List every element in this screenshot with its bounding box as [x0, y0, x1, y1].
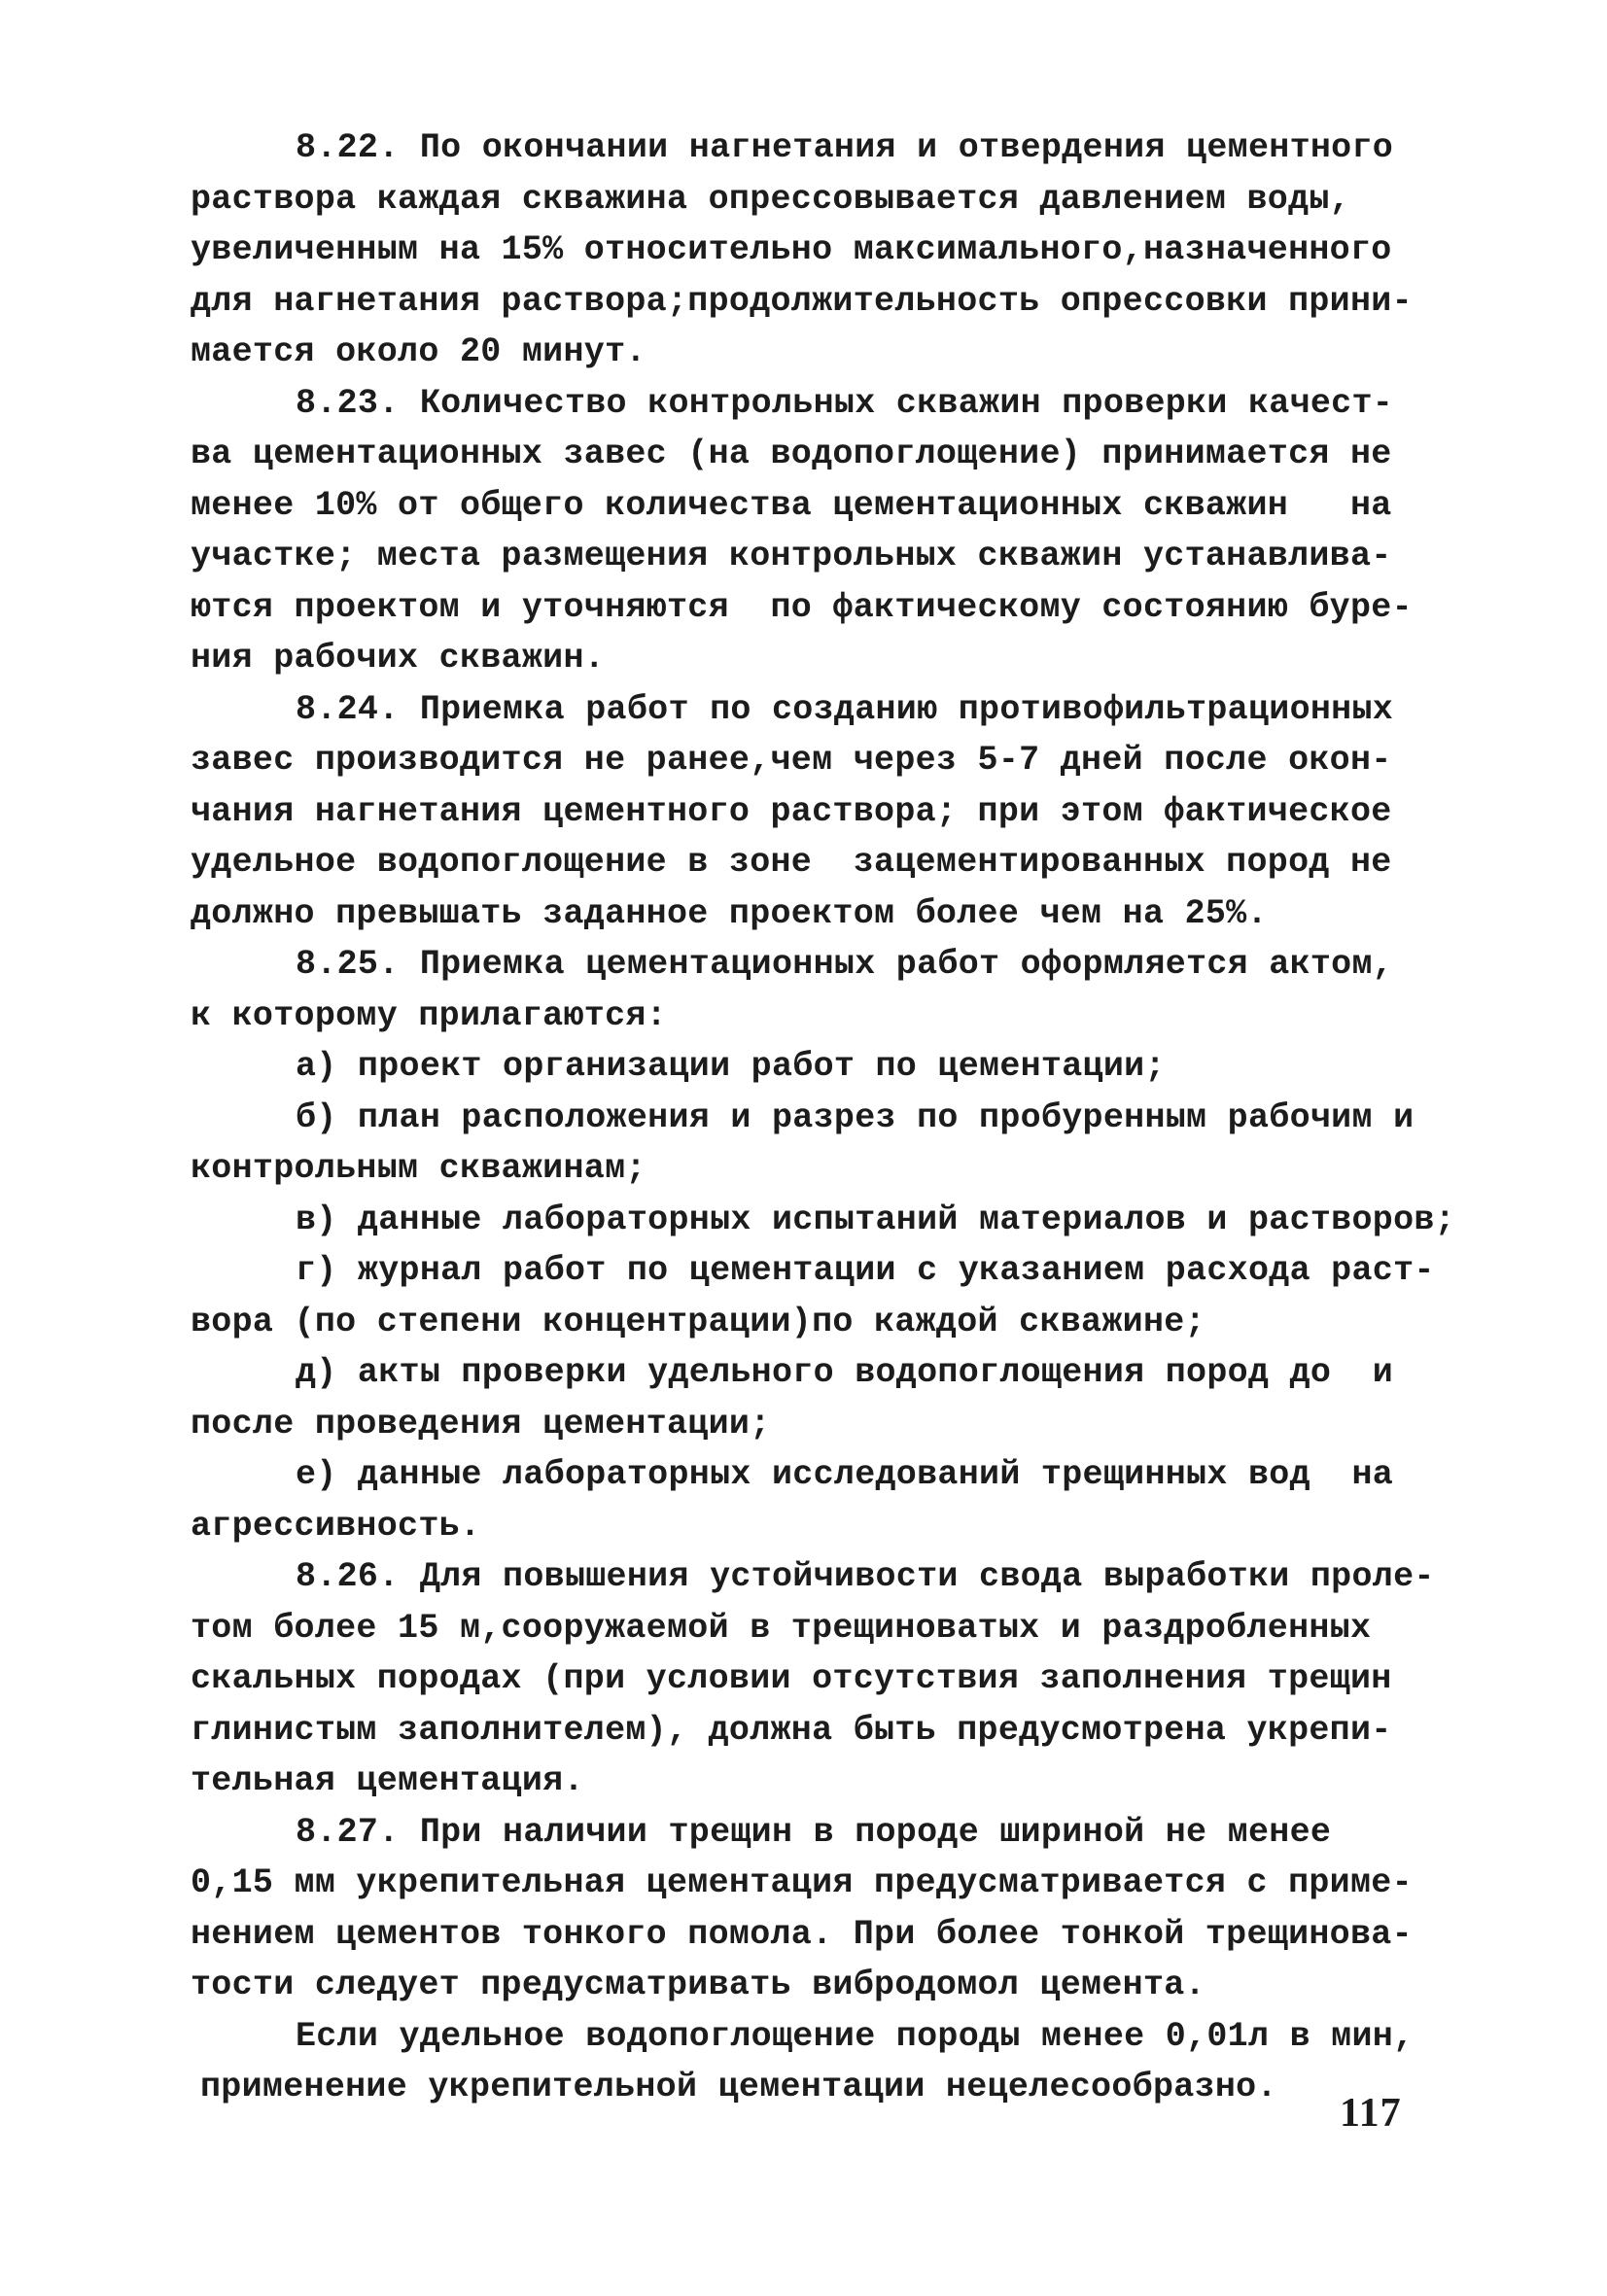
text-line: после проведения цементации;	[191, 1404, 771, 1444]
text-line: 8.24. Приемка работ по созданию противофильтрационных	[296, 689, 1394, 729]
text-line: удельное водопоглощение в зоне зацементированных пород не	[191, 843, 1392, 882]
text-line: том более 15 м,сооружаемой в трещиноватых и раздробленных	[191, 1608, 1372, 1648]
text-line: тельная цементация.	[191, 1761, 584, 1800]
text-line: е) данные лабораторных исследований трещинных вод на	[296, 1455, 1394, 1494]
document-body	[191, 122, 1455, 2113]
text-line: для нагнетания раствора;продолжительность опрессовки прини-	[191, 281, 1413, 321]
text-line: в) данные лабораторных испытаний материалов и растворов;	[296, 1200, 1455, 1239]
text-line: должно превышать заданное проектом более чем на 25%.	[191, 893, 1268, 933]
text-line: 8.23. Количество контрольных скважин проверки качест-	[296, 383, 1394, 423]
text-line: нением цементов тонкого помола. При более тонкой трещинова-	[191, 1914, 1413, 1954]
text-line: ва цементационных завес (на водопоглощение) принимается не	[191, 435, 1392, 473]
text-line: мается около 20 минут.	[191, 332, 646, 371]
text-line: 8.26. Для повышения устойчивости свода выработки проле-	[296, 1557, 1435, 1596]
text-line: чания нагнетания цементного раствора; при этом фактическое	[191, 791, 1392, 831]
text-line: ются проектом и уточняются по фактическому состоянию буре-	[191, 587, 1413, 627]
text-line: глинистым заполнителем), должна быть предусмотрена укрепи-	[191, 1710, 1392, 1750]
text-line: 8.27. При наличии трещин в породе шириной не менее	[296, 1812, 1332, 1852]
page-number: 117	[1340, 2091, 1402, 2136]
text-line: 8.22. По окончании нагнетания и отвердения цементного	[296, 128, 1394, 167]
text-line: применение укрепительной цементации нецелесообразно.	[200, 2068, 1277, 2106]
text-line: тости следует предусматривать вибродомол цемента.	[191, 1966, 1205, 2004]
text-line: а) проект организации работ по цементации;	[296, 1047, 1166, 1086]
text-line: скальных породах (при условии отсутствия заполнения трещин	[191, 1659, 1392, 1698]
text-line: участке; места размещения контрольных скважин устанавлива-	[191, 537, 1392, 575]
text-line: 8.25. Приемка цементационных работ оформляется актом,	[296, 945, 1394, 984]
text-line: агрессивность.	[191, 1506, 481, 1546]
text-line: раствора каждая скважина опрессовывается давлением воды,	[191, 179, 1350, 219]
text-line: ния рабочих скважин.	[191, 639, 606, 678]
text-line: г) журнал работ по цементации с указанием расхода раст-	[296, 1251, 1435, 1290]
text-line: д) акты проверки удельного водопоглощения пород до и	[296, 1353, 1394, 1392]
text-line: контрольным скважинам;	[191, 1149, 646, 1188]
text-line: менее 10% от общего количества цементационных скважин на	[191, 485, 1392, 525]
text-line: Если удельное водопоглощение породы менее 0,01л в мин,	[296, 2016, 1415, 2056]
text-line: б) план расположения и разрез по пробуренным рабочим и	[296, 1097, 1415, 1137]
text-line: вора (по степени концентрации)по каждой скважине;	[191, 1302, 1205, 1341]
text-line: к которому прилагаются:	[191, 995, 667, 1035]
text-line: увеличенным на 15% относительно максимального,назначенного	[191, 230, 1392, 269]
text-line: 0,15 мм укрепительная цементация предусматривается с приме-	[191, 1863, 1413, 1902]
text-line: завес производится не ранее,чем через 5-7 дней после окон-	[191, 741, 1392, 780]
